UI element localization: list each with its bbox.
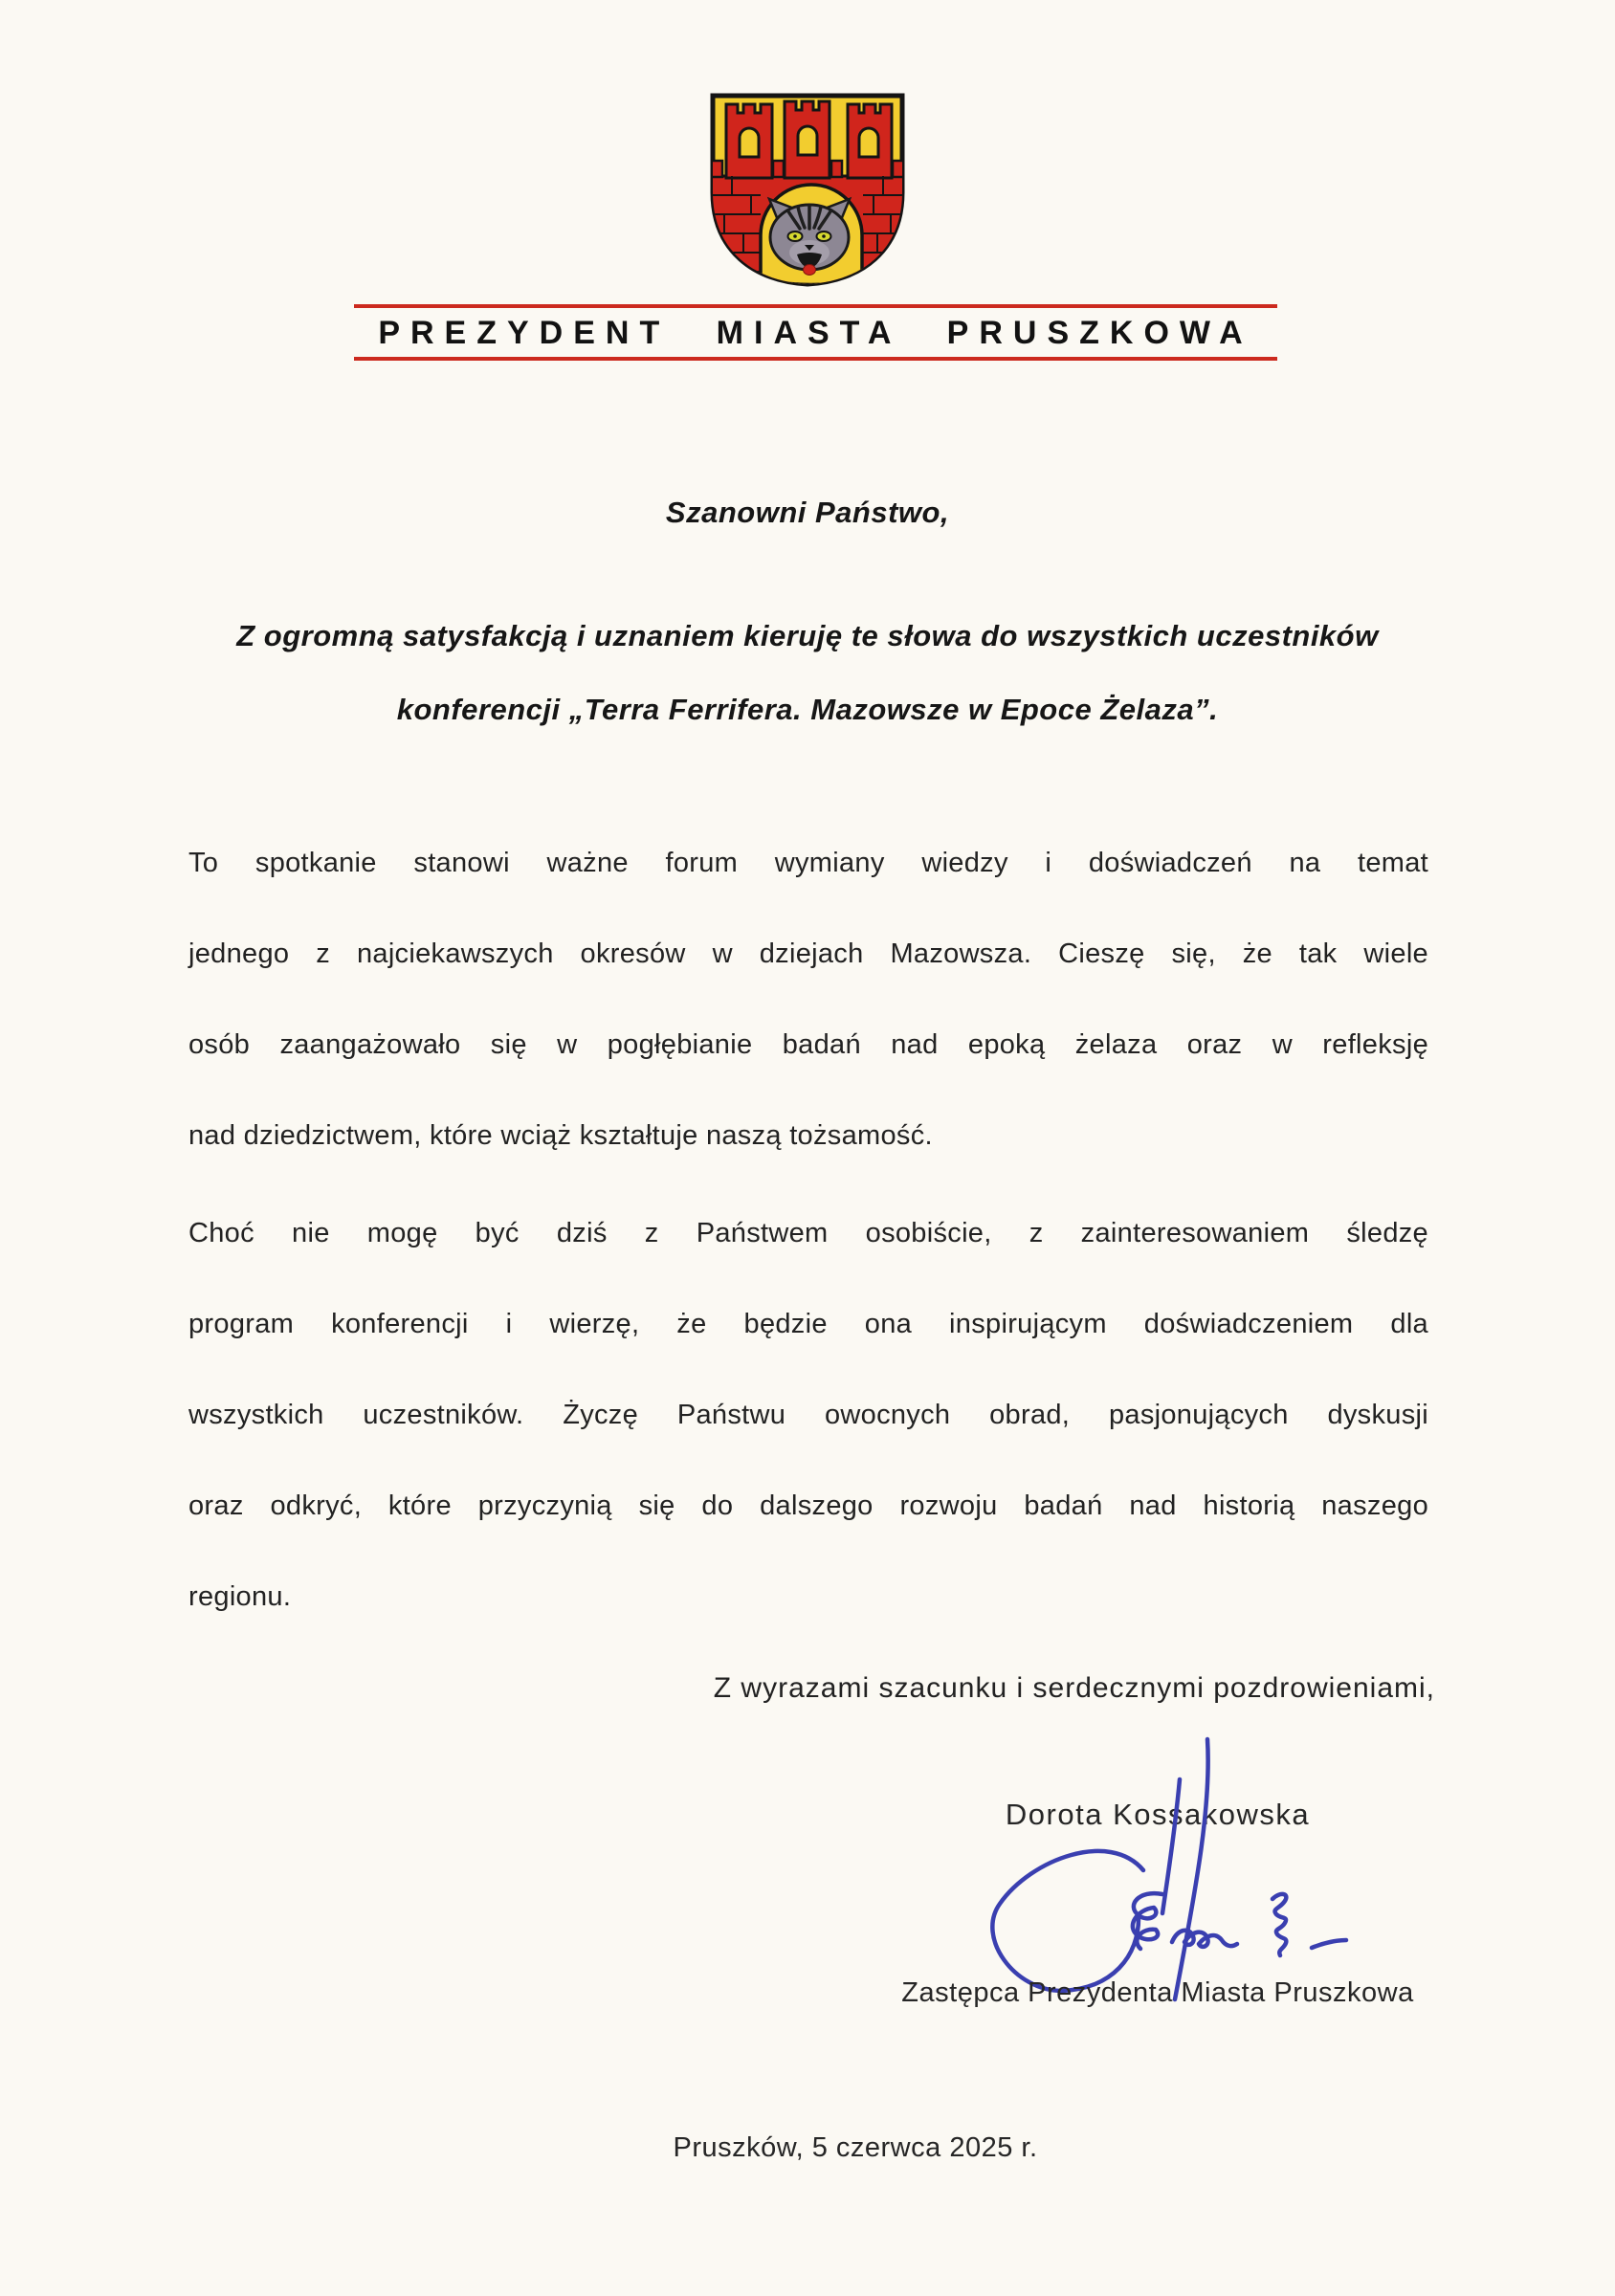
signer-name: Dorota Kossakowska [1005, 1798, 1311, 1831]
body-line: oraz odkryć, które przyczynią się do dalszego rozwoju badań nad historią naszego [188, 1490, 1428, 1521]
body-line: regionu. [188, 1581, 292, 1612]
letterhead-rule-bottom [354, 357, 1277, 361]
salutation: Szanowni Państwo, [665, 496, 950, 529]
body-paragraph [188, 818, 1428, 1181]
body-line: program konferencji i wierzę, że będzie ona inspirującym doświadczeniem dla [188, 1309, 1428, 1339]
signer-title: Zastępca Prezydenta Miasta Pruszkowa [901, 1977, 1414, 2008]
handwritten-signature [957, 1717, 1359, 2014]
signature-loop [992, 1851, 1143, 1991]
body-line: Choć nie mogę być dziś z Państwem osobiście, z zainteresowaniem śledzę [188, 1218, 1428, 1248]
body-paragraph [188, 1188, 1428, 1643]
body-line: osób zaangażowało się w pogłębianie badań nad epoką żelaza oraz w refleksję [188, 1029, 1428, 1060]
intro-paragraph [107, 599, 1508, 746]
body-line: jednego z najciekawszych okresów w dziejach Mazowsza. Cieszę się, że tak wiele [188, 938, 1428, 969]
letterhead-title: PREZYDENT MIASTA PRUSZKOWA [378, 315, 1253, 351]
closing-line: Z wyrazami szacunku i serdecznymi pozdrowieniami, [713, 1672, 1435, 1704]
body-line: To spotkanie stanowi ważne forum wymiany wiedzy i doświadczeń na temat [188, 848, 1428, 878]
text-line: konferencji „Terra Ferrifera. Mazowsze w Epoce Żelaza”. [396, 693, 1219, 726]
pruszkow-coat-of-arms [709, 92, 906, 293]
signature-squiggle [1172, 1931, 1237, 1947]
signature-dash [1312, 1940, 1346, 1948]
body-line: nad dziedzictwem, które wciąż kształtuje naszą tożsamość. [188, 1120, 933, 1151]
body-line: wszystkich uczestników. Życzę Państwu owocnych obrad, pasjonujących dyskusji [188, 1400, 1428, 1430]
signature-hook [1272, 1894, 1286, 1955]
signature-short-stroke [1162, 1779, 1180, 1913]
letterhead [354, 304, 1277, 361]
dateline: Pruszków, 5 czerwca 2025 r. [673, 2132, 1038, 2163]
text-line: Z ogromną satysfakcją i uznaniem kieruję te słowa do wszystkich uczestników [236, 619, 1379, 652]
letter-body [188, 818, 1428, 1649]
